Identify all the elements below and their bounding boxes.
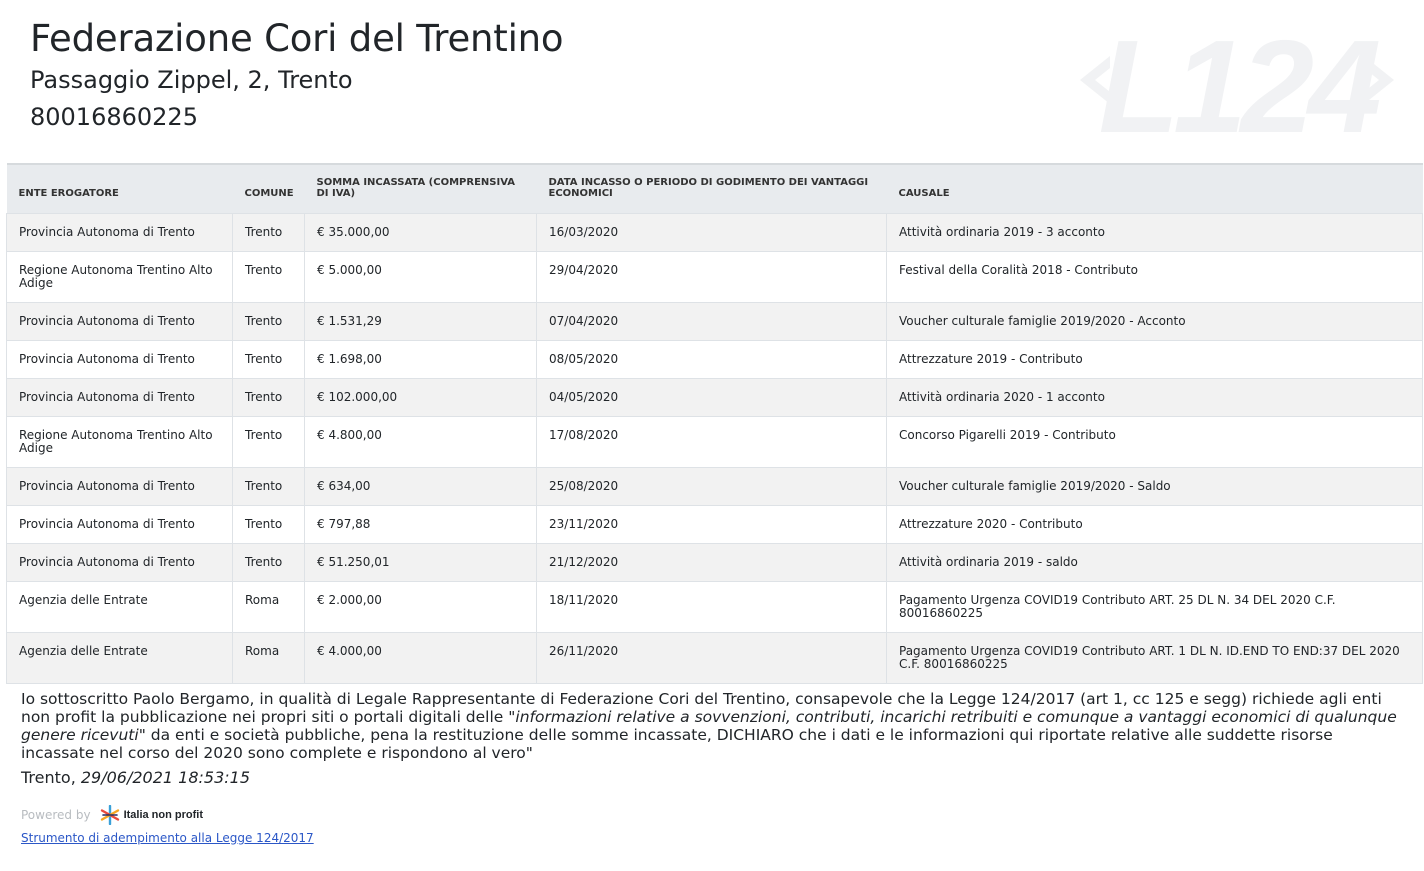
cell-comune: Trento bbox=[233, 544, 305, 582]
column-header-somma: SOMMA INCASSATA (COMPRENSIVA DI IVA) bbox=[305, 164, 537, 214]
cell-data: 29/04/2020 bbox=[537, 252, 887, 303]
column-header-ente: ENTE EROGATORE bbox=[7, 164, 233, 214]
cell-ente: Regione Autonoma Trentino Alto Adige bbox=[7, 417, 233, 468]
cell-somma: € 102.000,00 bbox=[305, 379, 537, 417]
declaration-text-after: " da enti e società pubbliche, pena la restituzione delle somme incassate, DICHIARO che i dati e le informazioni qui riportate relative alle suddette risorse incassate nel corso del 2020 sono complete e rispondono al vero" bbox=[21, 726, 1333, 762]
watermark-text: L124 bbox=[1098, 14, 1376, 144]
cell-comune: Trento bbox=[233, 341, 305, 379]
cell-comune: Trento bbox=[233, 468, 305, 506]
cell-comune: Trento bbox=[233, 506, 305, 544]
declaration-place-date bbox=[21, 768, 1406, 788]
table-row bbox=[7, 252, 1423, 303]
organization-address: Passaggio Zippel, 2, Trento bbox=[30, 66, 353, 94]
cell-data: 16/03/2020 bbox=[537, 214, 887, 252]
table-row bbox=[7, 544, 1423, 582]
cell-ente: Agenzia delle Entrate bbox=[7, 582, 233, 633]
cell-somma: € 5.000,00 bbox=[305, 252, 537, 303]
cell-data: 21/12/2020 bbox=[537, 544, 887, 582]
cell-data: 18/11/2020 bbox=[537, 582, 887, 633]
cell-somma: € 4.800,00 bbox=[305, 417, 537, 468]
cell-data: 07/04/2020 bbox=[537, 303, 887, 341]
cell-ente: Provincia Autonoma di Trento bbox=[7, 506, 233, 544]
l124-watermark-logo bbox=[1072, 14, 1402, 144]
cell-causale: Festival della Coralità 2018 - Contributo bbox=[887, 252, 1423, 303]
column-header-causale: CAUSALE bbox=[887, 164, 1423, 214]
declaration-datetime: 29/06/2021 18:53:15 bbox=[80, 768, 251, 787]
cell-causale: Voucher culturale famiglie 2019/2020 - Acconto bbox=[887, 303, 1423, 341]
contributions-table bbox=[6, 163, 1423, 684]
cell-somma: € 35.000,00 bbox=[305, 214, 537, 252]
cell-data: 23/11/2020 bbox=[537, 506, 887, 544]
table-row bbox=[7, 633, 1423, 684]
table-body bbox=[7, 214, 1423, 684]
cell-causale: Pagamento Urgenza COVID19 Contributo ART. 1 DL N. ID.END TO END:37 DEL 2020 C.F. 80016860225 bbox=[887, 633, 1423, 684]
table-header bbox=[7, 164, 1423, 214]
powered-by bbox=[21, 805, 203, 825]
cell-somma: € 1.698,00 bbox=[305, 341, 537, 379]
cell-causale: Attrezzature 2020 - Contributo bbox=[887, 506, 1423, 544]
cell-somma: € 634,00 bbox=[305, 468, 537, 506]
cell-somma: € 2.000,00 bbox=[305, 582, 537, 633]
organization-name: Federazione Cori del Trentino bbox=[30, 17, 564, 60]
powered-by-label: Powered by bbox=[21, 808, 91, 822]
cell-ente: Regione Autonoma Trentino Alto Adige bbox=[7, 252, 233, 303]
table-row bbox=[7, 341, 1423, 379]
column-header-data: DATA INCASSO O PERIODO DI GODIMENTO DEI VANTAGGI ECONOMICI bbox=[537, 164, 887, 214]
organization-fiscal-code: 80016860225 bbox=[30, 103, 198, 131]
declaration-paragraph bbox=[21, 690, 1406, 762]
cell-ente: Provincia Autonoma di Trento bbox=[7, 379, 233, 417]
cell-data: 17/08/2020 bbox=[537, 417, 887, 468]
cell-comune: Trento bbox=[233, 252, 305, 303]
table-row bbox=[7, 214, 1423, 252]
declaration-place: Trento, bbox=[21, 768, 81, 787]
table-row bbox=[7, 417, 1423, 468]
declaration-text-quoted: informazioni relative a sovvenzioni, contributi, incarichi retribuiti e comunque a vantaggi economici di qualunque genere ricevuti bbox=[21, 708, 1397, 744]
column-header-comune: COMUNE bbox=[233, 164, 305, 214]
cell-somma: € 797,88 bbox=[305, 506, 537, 544]
contributions-table-container bbox=[6, 163, 1422, 684]
cell-comune: Trento bbox=[233, 303, 305, 341]
cell-somma: € 51.250,01 bbox=[305, 544, 537, 582]
table-row bbox=[7, 468, 1423, 506]
declaration-statement bbox=[21, 690, 1406, 788]
cell-comune: Roma bbox=[233, 582, 305, 633]
table-row bbox=[7, 379, 1423, 417]
cell-data: 26/11/2020 bbox=[537, 633, 887, 684]
declaration-text-before: Io sottoscritto Paolo Bergamo, in qualità di Legale Rappresentante di Federazione Cori del Trentino, consapevole che la Legge 124/2017 (art 1, cc 125 e segg) richiede agli enti non profit la pubblicazione nei propri siti o portali digitali delle " bbox=[21, 690, 1382, 726]
cell-causale: Attività ordinaria 2020 - 1 acconto bbox=[887, 379, 1423, 417]
table-row bbox=[7, 303, 1423, 341]
cell-ente: Provincia Autonoma di Trento bbox=[7, 303, 233, 341]
cell-ente: Provincia Autonoma di Trento bbox=[7, 468, 233, 506]
cell-ente: Provincia Autonoma di Trento bbox=[7, 544, 233, 582]
italia-non-profit-brand[interactable]: Italia non profit bbox=[123, 809, 204, 821]
cell-comune: Trento bbox=[233, 379, 305, 417]
cell-comune: Trento bbox=[233, 214, 305, 252]
cell-data: 04/05/2020 bbox=[537, 379, 887, 417]
cell-comune: Trento bbox=[233, 417, 305, 468]
italia-non-profit-logo-icon bbox=[100, 805, 120, 825]
cell-somma: € 1.531,29 bbox=[305, 303, 537, 341]
cell-ente: Provincia Autonoma di Trento bbox=[7, 214, 233, 252]
cell-somma: € 4.000,00 bbox=[305, 633, 537, 684]
cell-data: 25/08/2020 bbox=[537, 468, 887, 506]
cell-causale: Voucher culturale famiglie 2019/2020 - Saldo bbox=[887, 468, 1423, 506]
table-row bbox=[7, 582, 1423, 633]
cell-causale: Attività ordinaria 2019 - saldo bbox=[887, 544, 1423, 582]
cell-data: 08/05/2020 bbox=[537, 341, 887, 379]
cell-comune: Roma bbox=[233, 633, 305, 684]
table-row bbox=[7, 506, 1423, 544]
cell-causale: Pagamento Urgenza COVID19 Contributo ART. 25 DL N. 34 DEL 2020 C.F. 80016860225 bbox=[887, 582, 1423, 633]
cell-causale: Attrezzature 2019 - Contributo bbox=[887, 341, 1423, 379]
cell-causale: Concorso Pigarelli 2019 - Contributo bbox=[887, 417, 1423, 468]
cell-ente: Provincia Autonoma di Trento bbox=[7, 341, 233, 379]
cell-causale: Attività ordinaria 2019 - 3 acconto bbox=[887, 214, 1423, 252]
cell-ente: Agenzia delle Entrate bbox=[7, 633, 233, 684]
organization-header bbox=[30, 16, 563, 132]
legge-124-tool-link[interactable]: Strumento di adempimento alla Legge 124/2017 bbox=[21, 831, 314, 845]
